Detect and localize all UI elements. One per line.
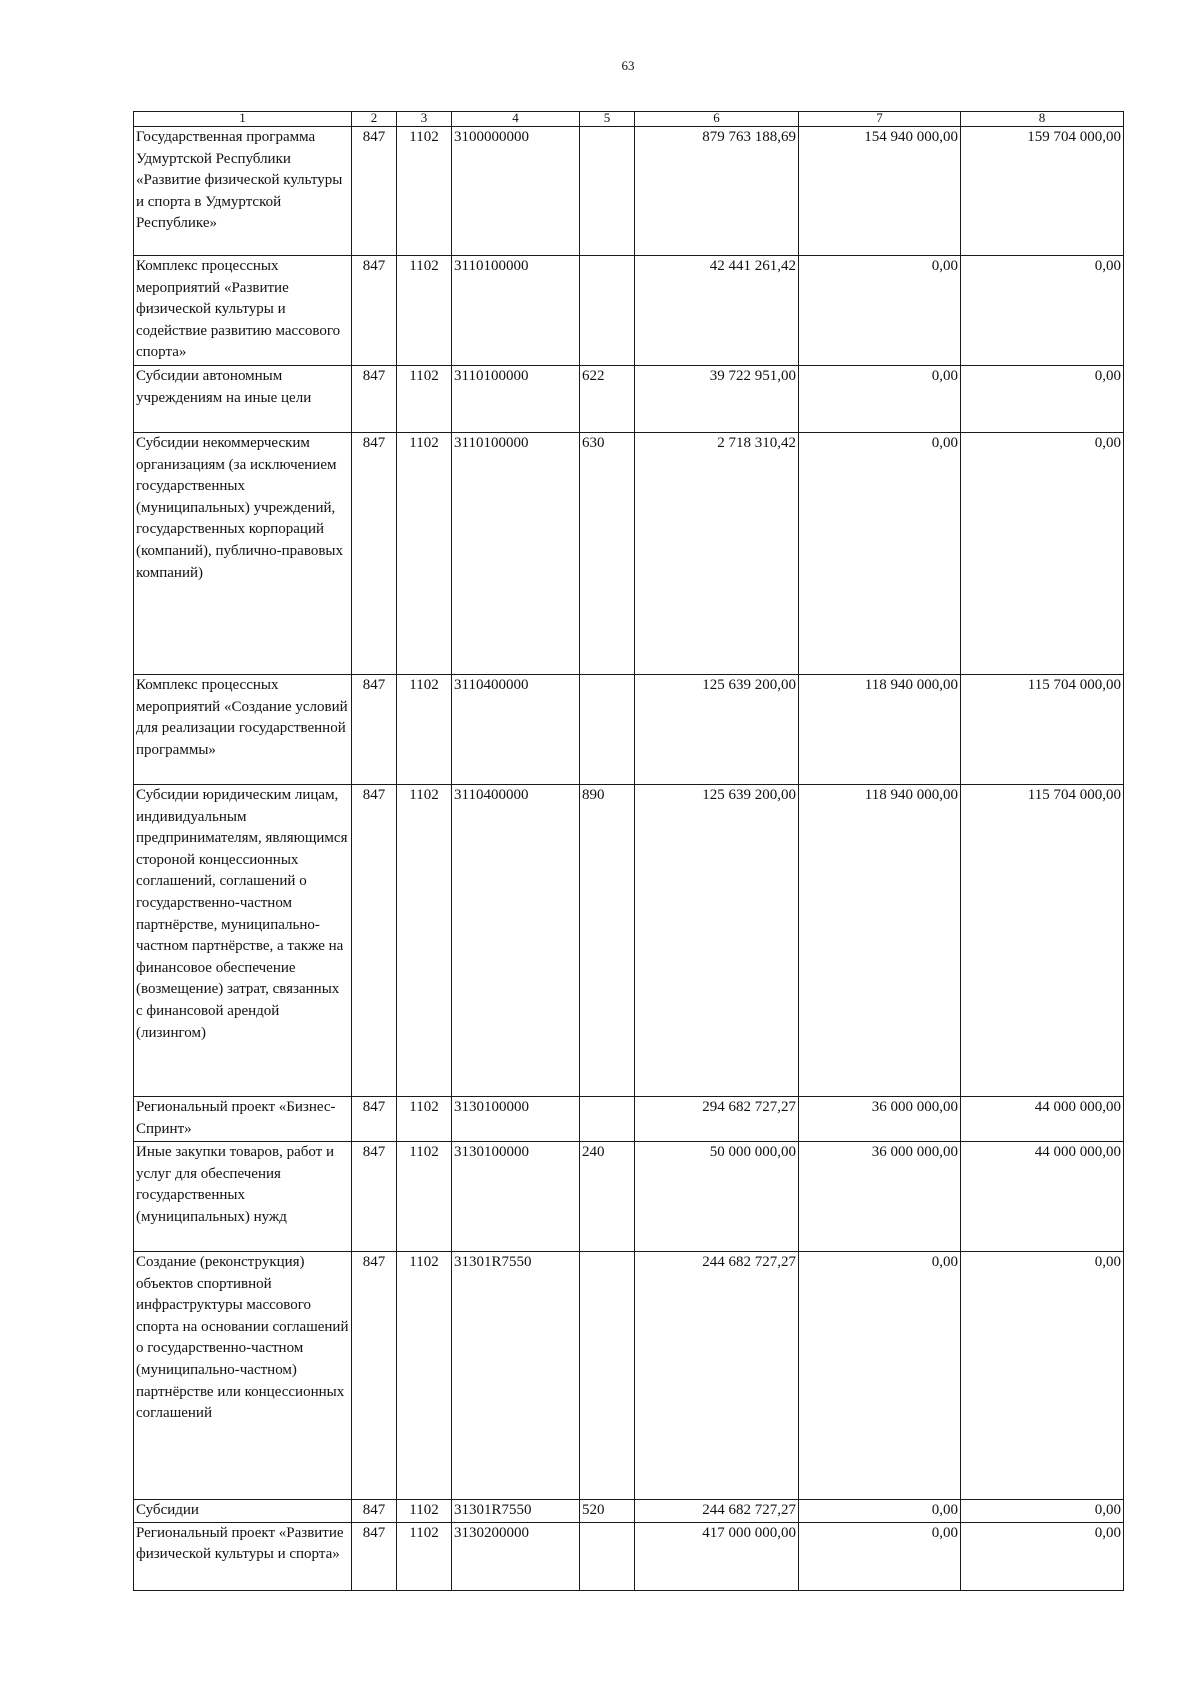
- row-rzpr: 1102: [397, 127, 452, 256]
- table-row: [134, 366, 1124, 433]
- row-amount-col6: 294 682 727,27: [635, 1097, 799, 1142]
- column-header: 7: [799, 112, 961, 127]
- table-row: [134, 433, 1124, 675]
- row-target-article: 3110100000: [452, 433, 580, 675]
- row-amount-col7: 118 940 000,00: [799, 675, 961, 785]
- row-name: Субсидии юридическим лицам, индивидуальным предпринимателям, являющимся стороной концессионных соглашений, соглашений о государственно-частном партнёрстве, муниципально-частном партнёрстве, а также на финансовое обеспечение (возмещение) затрат, связанных с финансовой арендой (лизингом): [134, 785, 352, 1097]
- row-amount-col8: 159 704 000,00: [961, 127, 1124, 256]
- column-header: 1: [134, 112, 352, 127]
- row-amount-col6: 39 722 951,00: [635, 366, 799, 433]
- table-row: [134, 1500, 1124, 1523]
- column-header: 4: [452, 112, 580, 127]
- row-expense-type: [580, 1252, 635, 1500]
- row-name: Иные закупки товаров, работ и услуг для обеспечения государственных (муниципальных) нужд: [134, 1142, 352, 1252]
- row-amount-col7: 36 000 000,00: [799, 1142, 961, 1252]
- row-expense-type: 240: [580, 1142, 635, 1252]
- row-amount-col7: 154 940 000,00: [799, 127, 961, 256]
- row-grbs: 847: [352, 1142, 397, 1252]
- row-amount-col7: 0,00: [799, 1252, 961, 1500]
- column-header: 2: [352, 112, 397, 127]
- row-grbs: 847: [352, 1252, 397, 1500]
- row-target-article: 3110100000: [452, 366, 580, 433]
- row-grbs: 847: [352, 366, 397, 433]
- row-amount-col7: 0,00: [799, 366, 961, 433]
- row-amount-col6: 125 639 200,00: [635, 785, 799, 1097]
- row-target-article: 3110400000: [452, 675, 580, 785]
- row-amount-col6: 244 682 727,27: [635, 1500, 799, 1523]
- row-amount-col8: 0,00: [961, 1252, 1124, 1500]
- row-name: Субсидии автономным учреждениям на иные цели: [134, 366, 352, 433]
- row-amount-col6: 50 000 000,00: [635, 1142, 799, 1252]
- table-row: [134, 785, 1124, 1097]
- row-name: Региональный проект «Бизнес-Спринт»: [134, 1097, 352, 1142]
- row-target-article: 3130100000: [452, 1097, 580, 1142]
- row-rzpr: 1102: [397, 1142, 452, 1252]
- row-amount-col7: 0,00: [799, 1522, 961, 1590]
- row-rzpr: 1102: [397, 1252, 452, 1500]
- row-target-article: 3110400000: [452, 785, 580, 1097]
- row-rzpr: 1102: [397, 366, 452, 433]
- row-amount-col8: 0,00: [961, 366, 1124, 433]
- row-grbs: 847: [352, 127, 397, 256]
- row-amount-col7: 0,00: [799, 433, 961, 675]
- row-grbs: 847: [352, 433, 397, 675]
- row-amount-col8: 44 000 000,00: [961, 1142, 1124, 1252]
- table-row: [134, 127, 1124, 256]
- row-amount-col7: 0,00: [799, 1500, 961, 1523]
- row-expense-type: [580, 127, 635, 256]
- row-amount-col7: 36 000 000,00: [799, 1097, 961, 1142]
- row-grbs: 847: [352, 675, 397, 785]
- row-amount-col6: 417 000 000,00: [635, 1522, 799, 1590]
- row-rzpr: 1102: [397, 675, 452, 785]
- row-name: Субсидии некоммерческим организациям (за исключением государственных (муниципальных) учреждений, государственных корпораций (компаний), публично-правовых компаний): [134, 433, 352, 675]
- row-amount-col6: 2 718 310,42: [635, 433, 799, 675]
- row-amount-col8: 0,00: [961, 433, 1124, 675]
- row-rzpr: 1102: [397, 1500, 452, 1523]
- row-expense-type: 890: [580, 785, 635, 1097]
- row-name: Субсидии: [134, 1500, 352, 1523]
- row-name: Государственная программа Удмуртской Республики «Развитие физической культуры и спорта в Удмуртской Республике»: [134, 127, 352, 256]
- column-header: 5: [580, 112, 635, 127]
- row-grbs: 847: [352, 1500, 397, 1523]
- row-rzpr: 1102: [397, 433, 452, 675]
- row-target-article: 31301R7550: [452, 1252, 580, 1500]
- row-expense-type: 520: [580, 1500, 635, 1523]
- table-header-row: [134, 112, 1124, 127]
- row-amount-col7: 0,00: [799, 256, 961, 366]
- row-amount-col8: 0,00: [961, 256, 1124, 366]
- row-grbs: 847: [352, 256, 397, 366]
- row-expense-type: [580, 1522, 635, 1590]
- column-header: 8: [961, 112, 1124, 127]
- row-amount-col6: 125 639 200,00: [635, 675, 799, 785]
- budget-table: [133, 111, 1124, 1591]
- row-name: Комплекс процессных мероприятий «Создание условий для реализации государственной программы»: [134, 675, 352, 785]
- row-amount-col8: 44 000 000,00: [961, 1097, 1124, 1142]
- row-target-article: 3130200000: [452, 1522, 580, 1590]
- row-expense-type: 630: [580, 433, 635, 675]
- table-row: [134, 256, 1124, 366]
- row-amount-col6: 42 441 261,42: [635, 256, 799, 366]
- row-amount-col8: 115 704 000,00: [961, 675, 1124, 785]
- row-target-article: 31301R7550: [452, 1500, 580, 1523]
- row-target-article: 3100000000: [452, 127, 580, 256]
- table-row: [134, 1252, 1124, 1500]
- row-amount-col6: 244 682 727,27: [635, 1252, 799, 1500]
- row-rzpr: 1102: [397, 785, 452, 1097]
- column-header: 6: [635, 112, 799, 127]
- row-rzpr: 1102: [397, 1522, 452, 1590]
- row-rzpr: 1102: [397, 1097, 452, 1142]
- row-target-article: 3130100000: [452, 1142, 580, 1252]
- row-expense-type: 622: [580, 366, 635, 433]
- row-amount-col8: 115 704 000,00: [961, 785, 1124, 1097]
- table-row: [134, 1097, 1124, 1142]
- column-header: 3: [397, 112, 452, 127]
- row-grbs: 847: [352, 785, 397, 1097]
- table-row: [134, 1522, 1124, 1590]
- row-name: Создание (реконструкция) объектов спортивной инфраструктуры массового спорта на основании соглашений о государственно-частном (муниципально-частном) партнёрстве или концессионных соглашений: [134, 1252, 352, 1500]
- row-name: Комплекс процессных мероприятий «Развитие физической культуры и содействие развитию массового спорта»: [134, 256, 352, 366]
- row-grbs: 847: [352, 1522, 397, 1590]
- row-amount-col6: 879 763 188,69: [635, 127, 799, 256]
- page-number: 63: [621, 58, 635, 73]
- table-row: [134, 1142, 1124, 1252]
- row-amount-col8: 0,00: [961, 1522, 1124, 1590]
- row-target-article: 3110100000: [452, 256, 580, 366]
- row-grbs: 847: [352, 1097, 397, 1142]
- table-row: [134, 675, 1124, 785]
- row-expense-type: [580, 1097, 635, 1142]
- row-amount-col7: 118 940 000,00: [799, 785, 961, 1097]
- row-expense-type: [580, 675, 635, 785]
- row-amount-col8: 0,00: [961, 1500, 1124, 1523]
- row-expense-type: [580, 256, 635, 366]
- row-name: Региональный проект «Развитие физической культуры и спорта»: [134, 1522, 352, 1590]
- row-rzpr: 1102: [397, 256, 452, 366]
